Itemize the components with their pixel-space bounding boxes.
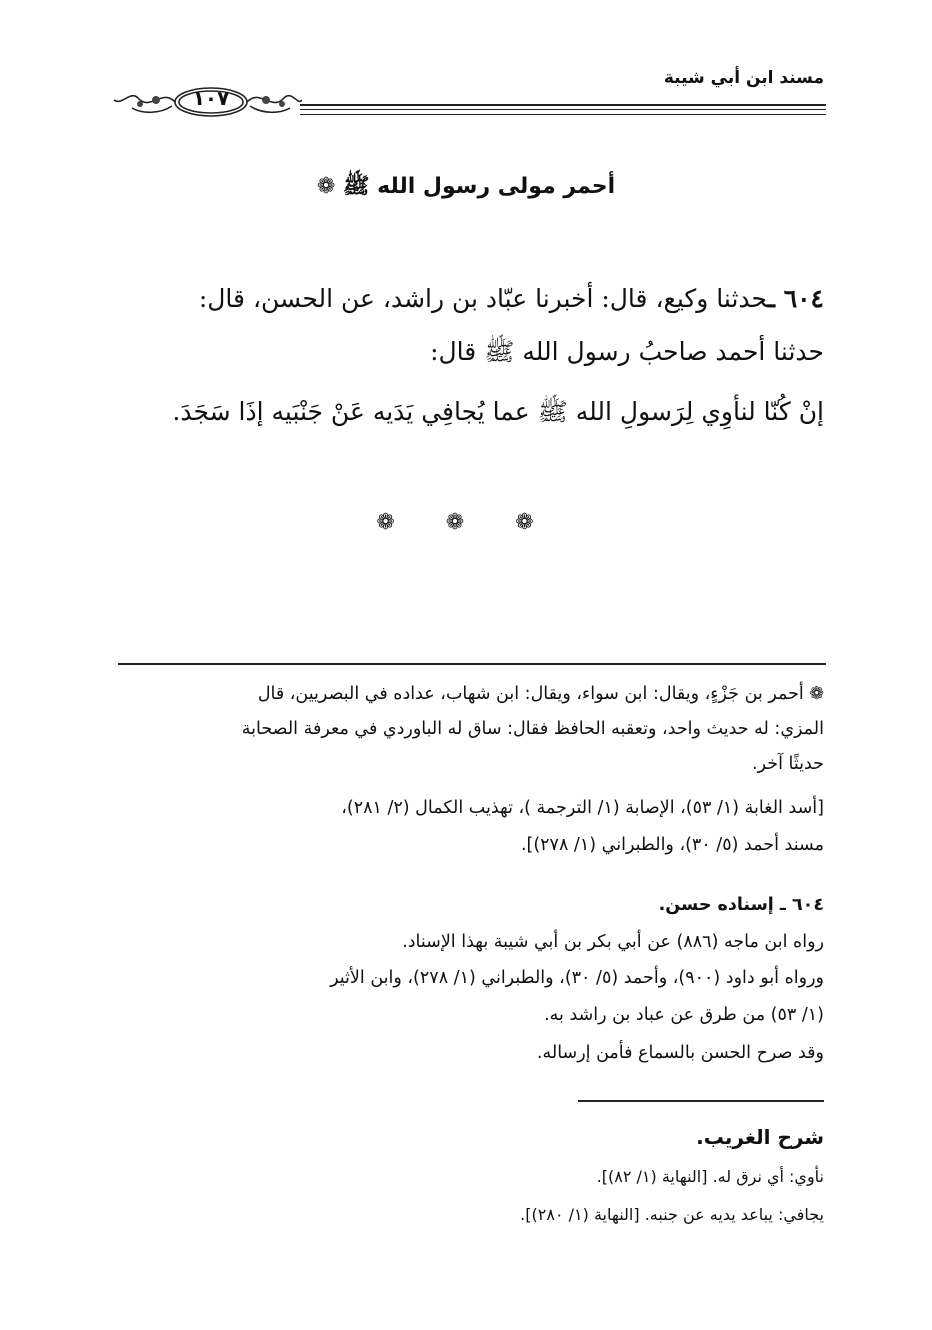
gharib-line: نأوي: أي نرق له. [النهاية (١/ ٨٢)]. <box>596 1167 824 1186</box>
footnote-rule <box>118 663 826 665</box>
footnote-line: ورواه أبو داود (٩٠٠)، وأحمد (٥/ ٣٠)، والطبراني (١/ ٢٧٨)، وابن الأثير <box>330 968 824 988</box>
footnote-line: وقد صرح الحسن بالسماع فأمن إرساله. <box>536 1043 824 1063</box>
header-rule <box>300 104 826 106</box>
footnote-line: مسند أحمد (٥/ ٣٠)، والطبراني (١/ ٢٧٨)]. <box>520 835 824 855</box>
hadith-text: حدثنا وكيع، قال: أخبرنا عبّاد بن راشد، عن الحسن، قال: <box>198 284 768 313</box>
gharib-heading: شرح الغريب. <box>696 1125 824 1149</box>
chapter-title: أحمر مولى رسول الله ﷺ ❁ <box>316 174 616 199</box>
footnote-line: ❁ أحمر بن جَزْءٍ، ويقال: ابن سواء، ويقال: ابن شهاب، عداده في البصريين، قال <box>257 684 824 704</box>
section-separator: ❁ ❁ ❁ <box>376 510 556 535</box>
footnote-line: [أسد الغابة (١/ ٥٣)، الإصابة (١/ الترجمة )، تهذيب الكمال (٢/ ٢٨١)، <box>341 798 824 818</box>
page-number: ١٠٧ <box>192 86 230 110</box>
hadith-line: حدثنا أحمد صاحبُ رسول الله ﷺ قال: <box>430 337 824 366</box>
hadith-number: ٦٠٤ ـ <box>767 284 824 313</box>
header-rule <box>300 109 826 110</box>
footnote-line: رواه ابن ماجه (٨٨٦) عن أبي بكر بن أبي شيبة بهذا الإسناد. <box>402 932 824 952</box>
gharib-line: يجافي: يباعد يديه عن جنبه. [النهاية (١/ ٢٨٠)]. <box>520 1205 824 1224</box>
footnote-short-rule <box>578 1100 824 1102</box>
hadith-line <box>108 284 824 313</box>
header-rule <box>300 114 826 115</box>
takhrij-heading: ٦٠٤ ـ إسناده حسن. <box>658 895 824 915</box>
footnote-line: (١/ ٥٣) من طرق عن عباد بن راشد به. <box>544 1005 824 1025</box>
hadith-line: إنْ كُنّا لنأوِي لِرَسولِ الله ﷺ عما يُجافِي يَدَيه عَنْ جَنْبَيه إذَا سَجَدَ. <box>172 397 824 426</box>
footnote-line: المزي: له حديث واحد، وتعقبه الحافظ فقال: ساق له الباوردي في معرفة الصحابة <box>241 719 824 739</box>
running-title: مسند ابن أبي شيبة <box>663 68 824 88</box>
footnote-line: حديثًا آخر. <box>752 754 824 774</box>
